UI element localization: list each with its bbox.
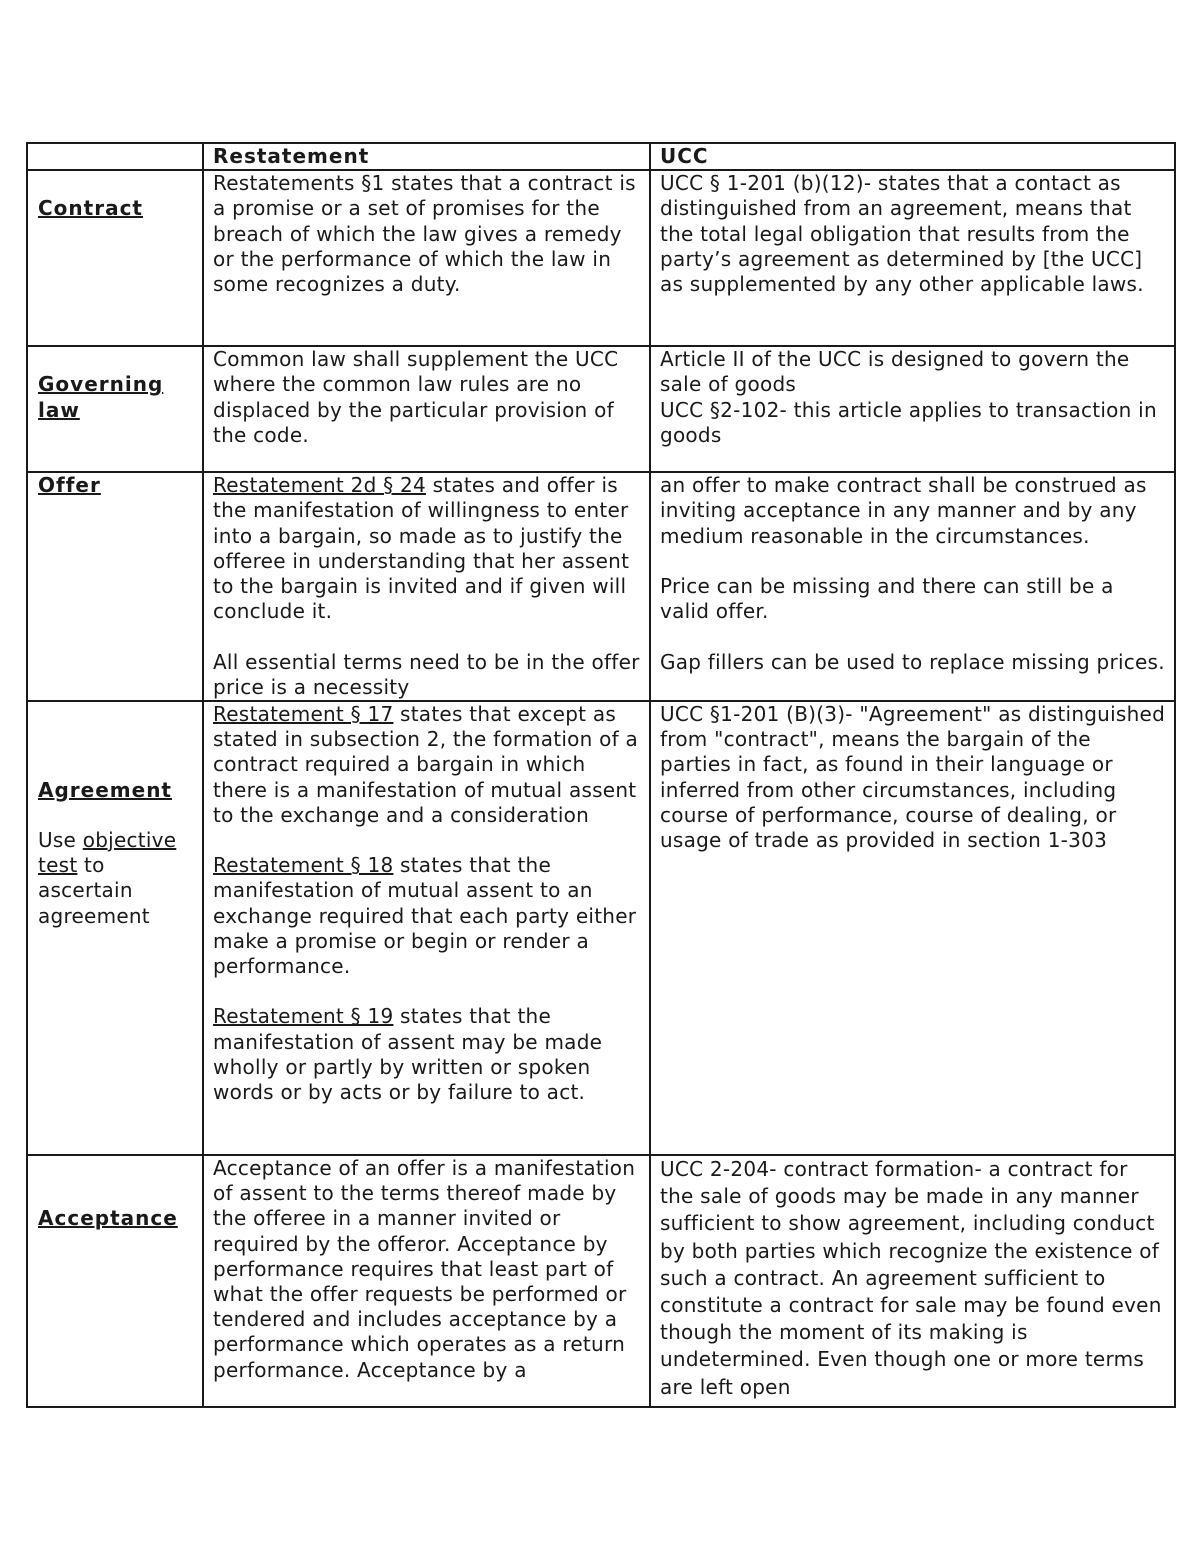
table-row [27,346,1175,472]
table-row [27,472,1175,701]
term-label: Offer [38,473,101,498]
restatement-paragraph [213,702,641,828]
restatement-paragraph [213,1004,641,1105]
ucc-text: UCC 2-204- contract formation- a contract for the sale of goods may be made in any manner sufficient to show agreement, including conduct by both parties which recognize the existence of such a contract. An agreement sufficient to constitute a contract for sale may be found even though the moment of its making is undetermined. Even though one or more terms are left open [660,1157,1162,1399]
header-cell-blank [27,143,203,170]
restatement-text: Restatements §1 states that a contract is a promise or a set of promises for the breach of which the law gives a remedy or the performance of which the law in some recognizes a duty. [213,171,636,297]
restatement-text: states and offer is the manifestation of willingness to enter into a bargain, so made as to justify the offeree in understanding that her assent to the bargain is invited and if given will conclude it. [213,473,630,624]
table-row [27,701,1175,1155]
restatement-cell [203,170,650,346]
restatement-text: states that except as stated in subsection 2, the formation of a contract required a bargain in which there is a manifestation of mutual assent to the exchange and a consideration [213,702,639,827]
table-header-row [27,143,1175,170]
term-label: Acceptance [38,1206,178,1231]
restatement-text: Acceptance of an offer is a manifestation of assent to the terms thereof made by the offeree in a manner invited or required by the offeror. Acceptance by performance requires that least part of what the offer requests be performed or tendered and includes acceptance by a performance which operates as a return performance. Acceptance by a [213,1156,636,1382]
term-cell-agreement [27,701,203,1155]
restatement-paragraph [213,473,641,624]
restatement-citation: Restatement 2d § 24 [213,473,426,498]
restatement-cell [203,346,650,472]
restatement-citation: Restatement § 19 [213,1004,394,1029]
restatement-text: states that the manifestation of mutual assent to an exchange required that each party either make a promise or begin or render a performance. [213,853,637,979]
agreement-note [38,828,194,929]
ucc-cell [650,701,1175,1155]
term-cell-contract [27,170,203,346]
restatement-cell [203,701,650,1155]
restatement-cell [203,472,650,701]
header-cell-ucc: UCC [650,143,1175,170]
restatement-text: Common law shall supplement the UCC where the common law rules are no displaced by the particular provision of the code. [213,347,619,447]
ucc-text: UCC §2-102- this article applies to transaction in goods [660,397,1157,447]
ucc-text: Gap fillers can be used to replace missing prices. [660,649,1165,674]
header-cell-restatement: Restatement [203,143,650,170]
ucc-cell [650,346,1175,472]
table-row [27,1155,1175,1407]
restatement-citation: Restatement § 18 [213,853,394,878]
ucc-cell [650,170,1175,346]
ucc-cell [650,472,1175,701]
ucc-text: Price can be missing and there can still be a valid offer. [660,574,1114,624]
restatement-cell [203,1155,650,1407]
term-cell-acceptance [27,1155,203,1407]
comparison-table [26,142,1176,1408]
ucc-text: UCC §1-201 (B)(3)- "Agreement" as distinguished from "contract", means the bargain of the parties in fact, as found in their language or inferred from other circumstances, including course of performance, course of dealing, or usage of trade as provided in section 1-303 [660,702,1166,853]
term-cell-offer [27,472,203,701]
term-label: Governing law [38,372,164,422]
term-label: Contract [38,196,143,221]
ucc-cell [650,1155,1175,1407]
table-row [27,170,1175,346]
note-text: Use [38,827,83,852]
ucc-text: an offer to make contract shall be construed as inviting acceptance in any manner and by any medium reasonable in the circumstances. [660,473,1147,548]
term-label: Agreement [38,777,172,802]
document-page [26,142,1174,1408]
note-text: to ascertain agreement [38,853,150,928]
restatement-text: All essential terms need to be in the offer price is a necessity [213,649,640,699]
restatement-paragraph [213,853,641,979]
term-cell-governing-law [27,346,203,472]
ucc-text: UCC § 1-201 (b)(12)- states that a contact as distinguished from an agreement, means that the total legal obligation that results from the party’s agreement as determined by [the UCC] as supplemented by any other applicable laws. [660,171,1144,297]
ucc-text: Article II of the UCC is designed to govern the sale of goods [660,347,1130,397]
restatement-text: states that the manifestation of assent may be made wholly or partly by written or spoken words or by acts or by failure to act. [213,1004,603,1105]
note-underlined: objective test [38,827,177,878]
restatement-citation: Restatement § 17 [213,702,394,727]
